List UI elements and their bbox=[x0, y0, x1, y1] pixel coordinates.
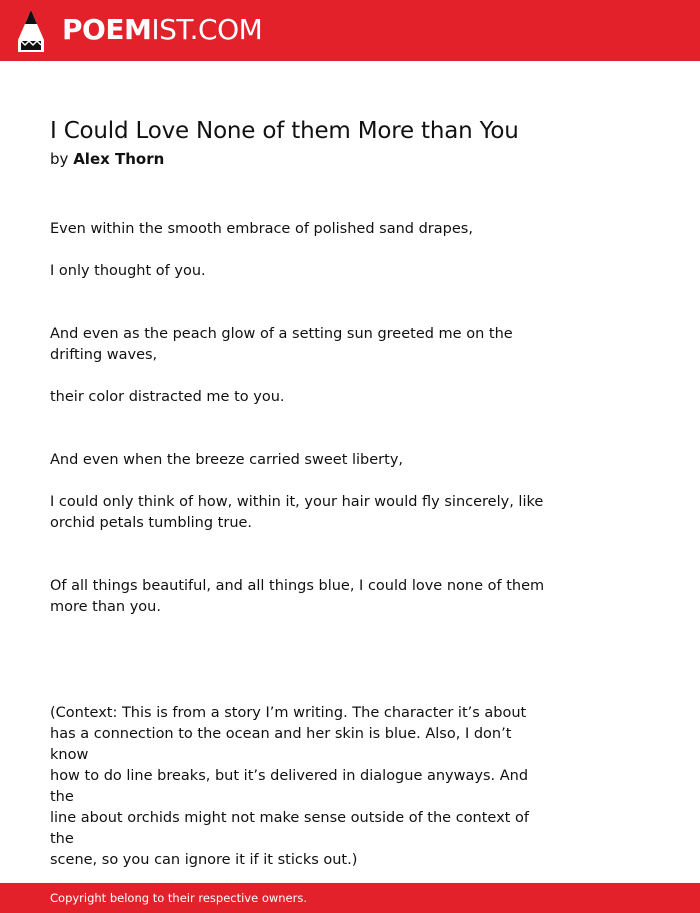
poem-line: And even as the peach glow of a setting sun greeted me on the drifting waves, bbox=[50, 326, 513, 363]
poem-line: I only thought of you. bbox=[50, 263, 206, 279]
logo-bold-text: POEM bbox=[62, 13, 152, 46]
author-name: Alex Thorn bbox=[73, 150, 165, 168]
context-note bbox=[50, 703, 550, 871]
pencil-icon bbox=[18, 10, 44, 52]
context-line: has a connection to the ocean and her skin is blue. Also, I don’t know bbox=[50, 726, 512, 763]
site-header bbox=[0, 0, 700, 61]
logo-light-text: IST.COM bbox=[151, 13, 263, 46]
poem-title: I Could Love None of them More than You bbox=[50, 118, 519, 144]
byline bbox=[50, 148, 164, 170]
poem-line: And even when the breeze carried sweet liberty, bbox=[50, 452, 404, 468]
poem-line: I could only think of how, within it, your hair would fly sincerely, like orchid petals tumbling true. bbox=[50, 494, 544, 531]
copyright-text: Copyright belong to their respective owners. bbox=[50, 891, 308, 905]
poem-line: Of all things beautiful, and all things blue, I could love none of them more than you. bbox=[50, 578, 545, 615]
context-line: scene, so you can ignore it if it sticks out.) bbox=[50, 852, 358, 868]
poem-line: their color distracted me to you. bbox=[50, 389, 285, 405]
context-line: line about orchids might not make sense outside of the context of the bbox=[50, 810, 529, 847]
by-label: by bbox=[50, 150, 69, 168]
site-logo[interactable] bbox=[62, 12, 262, 48]
site-footer bbox=[0, 883, 700, 913]
context-line: (Context: This is from a story I’m writing. The character it’s about bbox=[50, 705, 527, 721]
poem-line: Even within the smooth embrace of polished sand drapes, bbox=[50, 221, 473, 237]
context-line: how to do line breaks, but it’s delivered in dialogue anyways. And the bbox=[50, 768, 529, 805]
